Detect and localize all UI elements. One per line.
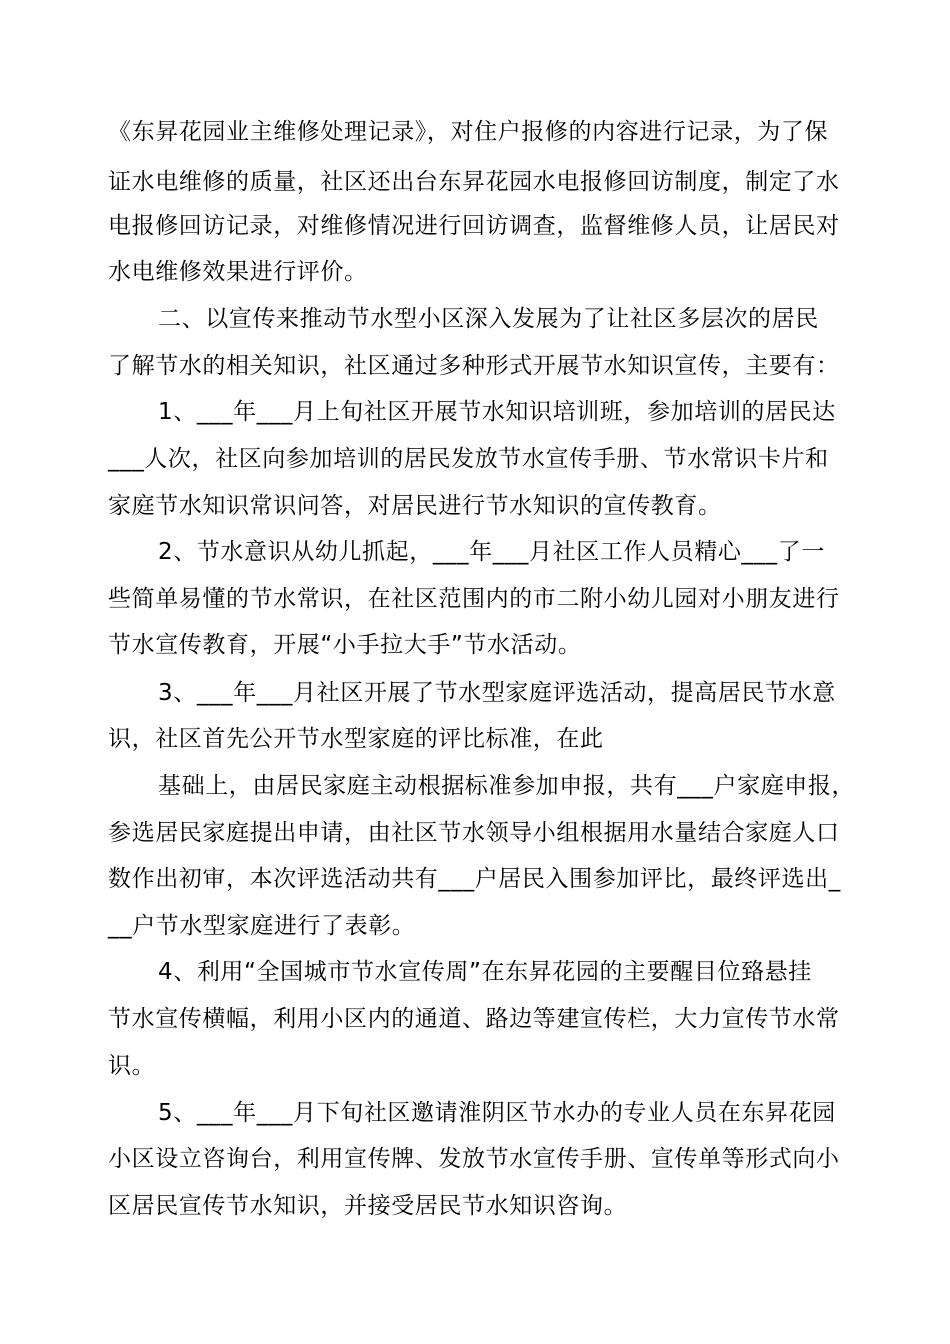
text-line: 家庭节水知识常识问答，对居民进行节水知识的宣传教育。 — [108, 493, 722, 519]
text-line: 数作出初审，本次评选活动共有___户居民入围参加评比，最终评选出_ — [108, 866, 841, 892]
text-line: 节水宣传教育，开展“小手拉大手”节水活动。 — [108, 632, 582, 658]
text-line: 3、___年___月社区开展了节水型家庭评选活动，提高居民节水意 — [158, 680, 836, 706]
text-line: __户节水型家庭进行了表彰。 — [108, 913, 416, 939]
text-line: ___人次，社区向参加培训的居民发放节水宣传手册、节水常识卡片和 — [108, 446, 829, 472]
text-line: 区居民宣传节水知识，并接受居民节水知识咨询。 — [108, 1193, 628, 1219]
text-line: 4、利用“全国城市节水宣传周”在东昇花园的主要醒目位臵悬挂 — [158, 959, 812, 985]
text-line: 2、节水意识从幼儿抓起，___年___月社区工作人员精心___了一 — [158, 539, 825, 565]
text-line: 基础上，由居民家庭主动根据标准参加申报，共有___户家庭申报， — [158, 773, 856, 799]
text-line: 水电维修效果进行评价。 — [108, 259, 368, 285]
text-line: 节水宣传横幅，利用小区内的通道、路边等建宣传栏，大力宣传节水常 — [108, 1006, 840, 1032]
text-line: 参选居民家庭提出申请，由社区节水领导小组根据用水量结合家庭人口 — [108, 820, 840, 846]
text-line: 二、以宣传来推动节水型小区深入发展为了让社区多层次的居民 — [158, 306, 819, 332]
text-line: 5、___年___月下旬社区邀请淮阴区节水办的专业人员在东昇花园 — [158, 1100, 836, 1126]
text-line: 1、___年___月上旬社区开展节水知识培训班，参加培训的居民达 — [158, 399, 836, 425]
text-line: 证水电维修的质量，社区还出台东昇花园水电报修回访制度，制定了水 — [108, 169, 840, 195]
text-line: 识，社区首先公开节水型家庭的评比标准，在此 — [108, 726, 604, 752]
text-line: 《东昇花园业主维修处理记录》，对住户报修的内容进行记录，为了保 — [108, 119, 829, 145]
text-line: 识。 — [108, 1053, 156, 1079]
text-line: 电报修回访记录，对维修情况进行回访调查，监督维修人员，让居民对 — [108, 213, 840, 239]
text-line: 小区设立咨询台，利用宣传牌、发放节水宣传手册、宣传单等形式向小 — [108, 1146, 840, 1172]
text-line: 些简单易懂的节水常识，在社区范围内的市二附小幼儿园对小朋友进行 — [108, 586, 840, 612]
text-line: 了解节水的相关知识，社区通过多种形式开展节水知识宣传，主要有： — [108, 353, 840, 379]
